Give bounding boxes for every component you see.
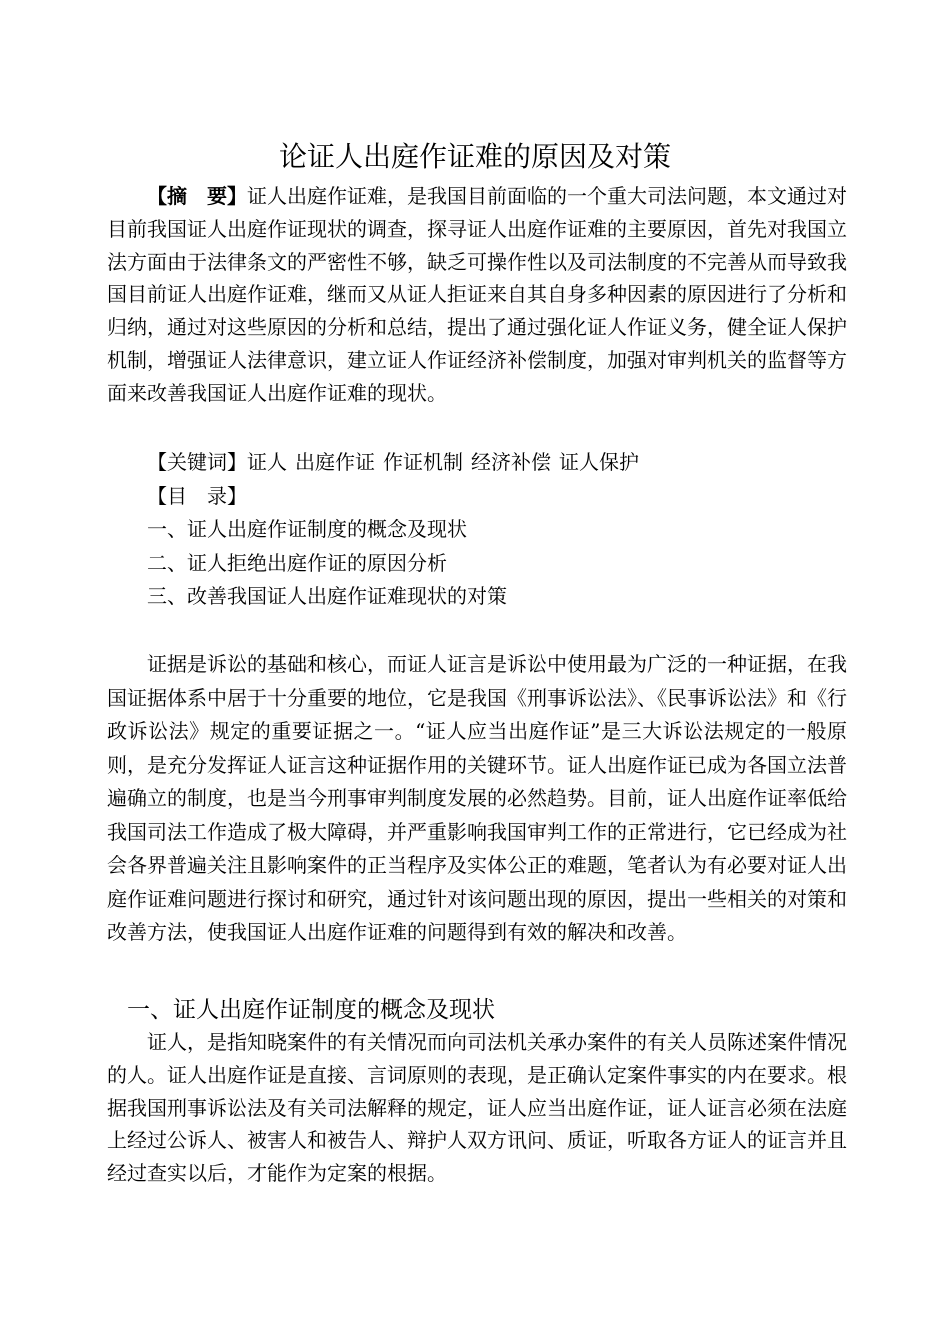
toc-item: 二、证人拒绝出庭作证的原因分析 <box>147 551 447 575</box>
section-heading: 一、证人出庭作证制度的概念及现状 <box>127 997 495 1023</box>
keywords-line <box>147 446 647 478</box>
keywords-label: 【关键词】 <box>147 450 247 474</box>
keyword-item: 经济补偿 <box>471 450 551 474</box>
toc-label: 【目 录】 <box>147 484 247 508</box>
abstract-text: 证人出庭作证难，是我国目前面临的一个重大司法问题，本文通过对目前我国证人出庭作证现状的调查，探寻证人出庭作证难的主要原因，首先对我国立法方面由于法律条文的严密性不够，缺乏可操作性以及司法制度的不完善从而导致我国目前证人出庭作证难，继而又从证人拒证来自其自身多种因素的原因进行了分析和归纳，通过对这些原因的分析和总结，提出了通过强化证人作证义务，健全证人保护机制，增强证人法律意识，建立证人作证经济补偿制度，加强对审判机关的监督等方面来改善我国证人出庭作证难的现状。 <box>107 184 847 405</box>
keyword-item: 出庭作证 <box>295 450 375 474</box>
keyword-item: 证人 <box>247 450 287 474</box>
intro-paragraph: 证据是诉讼的基础和核心，而证人证言是诉讼中使用最为广泛的一种证据，在我国证据体系中居于十分重要的地位，它是我国《刑事诉讼法》、《民事诉讼法》和《行政诉讼法》规定的重要证据之一。“证人应当出庭作证”是三大诉讼法规定的一般原则，是充分发挥证人证言这种证据作用的关键环节。证人出庭作证已成为各国立法普遍确立的制度，也是当今刑事审判制度发展的必然趋势。目前，证人出庭作证率低给我国司法工作造成了极大障碍，并严重影响我国审判工作的正常进行，它已经成为社会各界普遍关注且影响案件的正当程序及实体公正的难题，笔者认为有必要对证人出庭作证难问题进行探讨和研究，通过针对该问题出现的原因，提出一些相关的对策和改善方法，使我国证人出庭作证难的问题得到有效的解决和改善。 <box>107 652 847 944</box>
abstract-label: 【摘 要】 <box>147 184 247 208</box>
keyword-item: 证人保护 <box>559 450 639 474</box>
document-title: 论证人出庭作证难的原因及对策 <box>278 140 671 173</box>
toc-item: 三、改善我国证人出庭作证难现状的对策 <box>147 584 507 608</box>
abstract-paragraph <box>107 180 847 410</box>
toc-item: 一、证人出庭作证制度的概念及现状 <box>147 517 467 541</box>
keyword-item: 作证机制 <box>383 450 463 474</box>
section-paragraph: 证人，是指知晓案件的有关情况而向司法机关承办案件的有关人员陈述案件情况的人。证人出庭作证是直接、言词原则的表现，是正确认定案件事实的内在要求。根据我国刑事诉讼法及有关司法解释的规定，证人应当出庭作证，证人证言必须在法庭上经过公诉人、被害人和被告人、辩护人双方讯问、质证，听取各方证人的证言并且经过查实以后，才能作为定案的根据。 <box>107 1030 847 1186</box>
